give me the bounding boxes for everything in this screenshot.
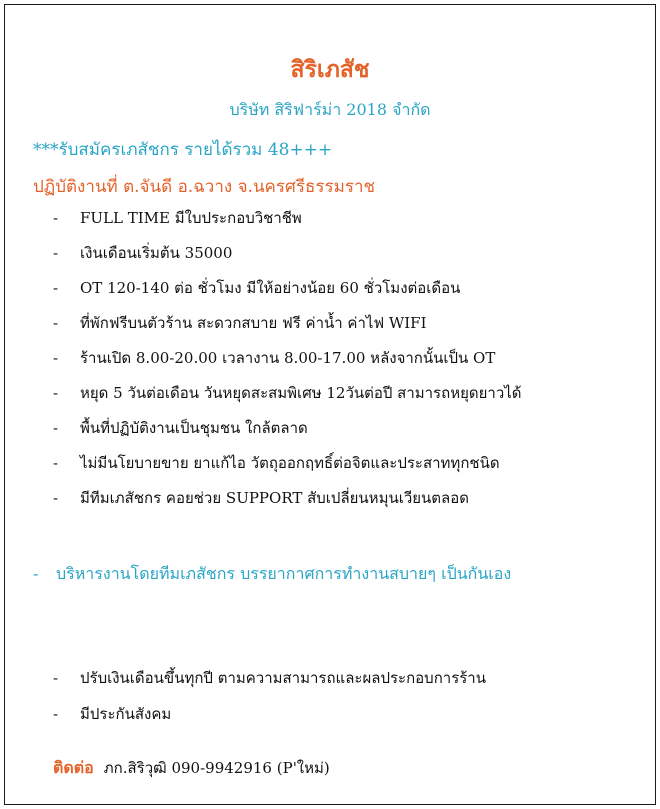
benefits-list bbox=[53, 666, 486, 738]
list-item bbox=[53, 416, 522, 451]
list-item-text: ที่พักฟรีบนตัวร้าน สะดวกสบาย ฟรี ค่าน้ำ ค่าไฟ WIFI bbox=[80, 314, 427, 332]
list-item-text: เงินเดือนเริ่มต้น 35000 bbox=[80, 244, 233, 262]
list-item bbox=[53, 381, 522, 416]
list-item-text: มีทีมเภสัชกร คอยช่วย SUPPORT สับเปลี่ยนหมุนเวียนตลอด bbox=[80, 489, 469, 507]
list-item-text: FULL TIME มีใบประกอบวิชาชีพ bbox=[80, 209, 302, 227]
job-details-list bbox=[53, 206, 522, 521]
list-item bbox=[53, 346, 522, 381]
contact-line bbox=[53, 756, 330, 781]
list-item bbox=[53, 241, 522, 276]
bullet-dash: - bbox=[53, 454, 59, 472]
list-item bbox=[53, 486, 522, 521]
contact-label: ติดต่อ bbox=[53, 758, 94, 777]
pharmacy-name-title: สิริเภสัช bbox=[290, 56, 370, 83]
management-note bbox=[33, 562, 511, 587]
list-item-text: ร้านเปิด 8.00-20.00 เวลางาน 8.00-17.00 หลังจากนั้นเป็น OT bbox=[80, 349, 496, 367]
list-item bbox=[53, 206, 522, 241]
bullet-dash: - bbox=[53, 384, 59, 402]
management-text: บริหารงานโดยทีมเภสัชกร บรรยากาศการทำงานสบายๆ เป็นกันเอง bbox=[56, 564, 512, 583]
bullet-dash: - bbox=[53, 419, 59, 437]
bullet-dash: - bbox=[53, 244, 59, 262]
bullet-dash: - bbox=[53, 705, 59, 723]
bullet-dash: - bbox=[53, 279, 59, 297]
list-item bbox=[53, 702, 486, 738]
contact-info: ภก.สิริวุฒิ 090-9942916 (P'ใหม่) bbox=[103, 759, 330, 777]
list-item bbox=[53, 451, 522, 486]
list-item-text: พื้นที่ปฏิบัติงานเป็นชุมชน ใกล้ตลาด bbox=[80, 419, 308, 437]
list-item-text: ปรับเงินเดือนขึ้นทุกปี ตามความสามารถและผลประกอบการร้าน bbox=[80, 669, 486, 687]
bullet-dash: - bbox=[53, 489, 59, 507]
bullet-dash: - bbox=[53, 314, 59, 332]
work-location: ปฏิบัติงานที่ ต.จันดี อ.ฉวาง จ.นครศรีธรรมราช bbox=[33, 177, 376, 197]
list-item bbox=[53, 276, 522, 311]
company-name: บริษัท สิริฟาร์ม่า 2018 จำกัด bbox=[229, 100, 431, 119]
bullet-dash: - bbox=[53, 669, 59, 687]
bullet-dash: - bbox=[33, 564, 39, 583]
bullet-dash: - bbox=[53, 209, 59, 227]
list-item bbox=[53, 311, 522, 346]
list-item-text: ไม่มีนโยบายขาย ยาแก้ไอ วัตถุออกฤทธิ์ต่อจิตและประสาททุกชนิด bbox=[80, 454, 500, 472]
list-item-text: มีประกันสังคม bbox=[80, 705, 172, 723]
list-item bbox=[53, 666, 486, 702]
list-item-text: หยุด 5 วันต่อเดือน วันหยุดสะสมพิเศษ 12วันต่อปี สามารถหยุดยาวได้ bbox=[80, 384, 522, 402]
recruit-headline: ***รับสมัครเภสัชกร รายได้รวม 48+++ bbox=[33, 140, 333, 160]
list-item-text: OT 120-140 ต่อ ชั่วโมง มีให้อย่างน้อย 60 ชั่วโมงต่อเดือน bbox=[80, 279, 461, 297]
bullet-dash: - bbox=[53, 349, 59, 367]
